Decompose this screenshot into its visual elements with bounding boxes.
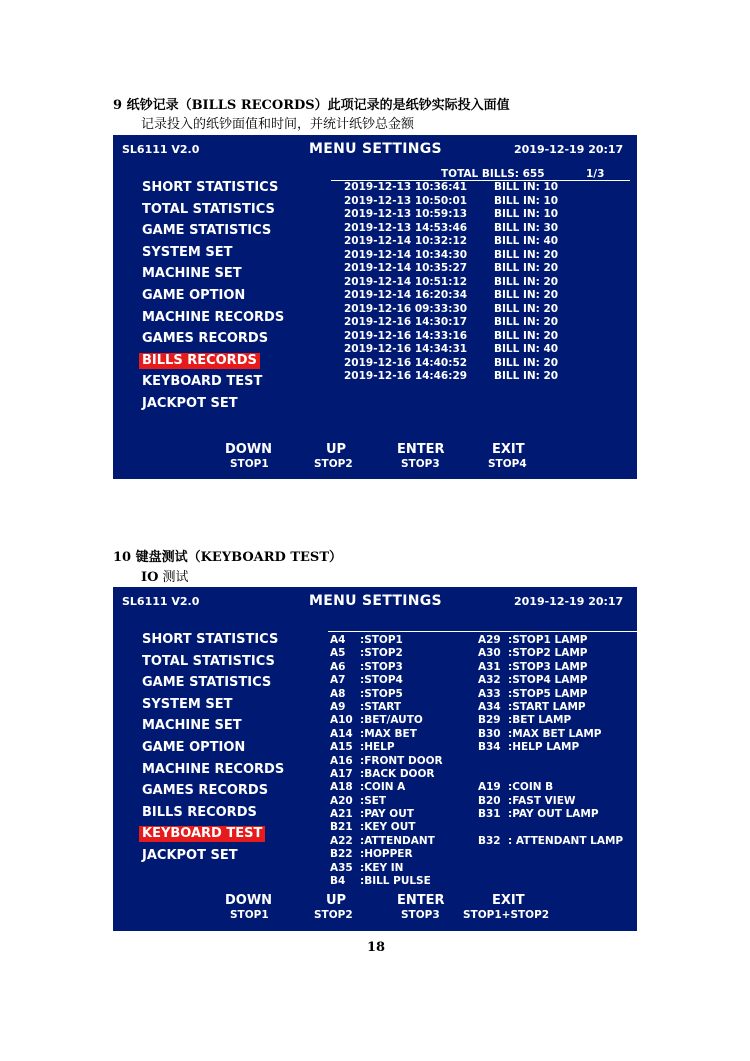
record-datetime: 2019-12-16 14:46:29: [344, 370, 468, 382]
io-function: :PAY OUT: [360, 808, 414, 821]
io-function: :SET: [360, 794, 387, 807]
io-function: :ATTENDANT: [360, 834, 435, 847]
io-code: A30: [478, 647, 501, 660]
screen-title: MENU SETTINGS: [309, 141, 442, 157]
io-row: [330, 835, 443, 848]
io-function: :STOP5 LAMP: [508, 687, 588, 700]
io-row: [330, 848, 443, 861]
io-code: A34: [478, 700, 501, 713]
io-row: [330, 768, 443, 781]
record-bill-value: BILL IN: 20: [494, 289, 559, 301]
menu-item-game-option[interactable]: GAME OPTION: [142, 288, 246, 303]
record-bill-value: BILL IN: 10: [494, 181, 559, 193]
menu-item-keyboard-test[interactable]: KEYBOARD TEST: [142, 374, 263, 390]
io-code: A35: [330, 861, 353, 874]
menu-item-machine-set[interactable]: MACHINE SET: [142, 718, 242, 734]
stop2-label: STOP2: [314, 909, 353, 921]
io-row: [330, 755, 443, 768]
io-row: [478, 728, 623, 741]
bill-record-row: [344, 235, 558, 249]
io-function: :STOP1 LAMP: [508, 634, 588, 646]
bill-record-row: [344, 370, 558, 384]
io-code: A9: [330, 700, 346, 713]
io-code: B22: [330, 848, 353, 861]
bill-record-row: [344, 262, 558, 276]
io-row: [478, 768, 623, 781]
io-row: [478, 821, 623, 834]
header-divider: [328, 631, 637, 632]
io-function: :KEY OUT: [360, 821, 416, 834]
key-exit-label: EXIT: [492, 893, 525, 908]
io-function: :STOP2 LAMP: [508, 647, 588, 660]
key-up-label: UP: [326, 893, 347, 908]
io-row: [478, 701, 623, 714]
io-code: B21: [330, 821, 353, 834]
io-code: B29: [478, 714, 501, 727]
io-code: A31: [478, 660, 501, 673]
record-datetime: 2019-12-16 14:34:31: [344, 343, 468, 355]
menu-item-games-records[interactable]: GAMES RECORDS: [142, 331, 269, 347]
io-function: :START: [360, 700, 402, 713]
stop3-label: STOP3: [401, 458, 440, 470]
io-code: B31: [478, 808, 501, 821]
bill-record-row: [344, 276, 558, 290]
menu-item-keyboard-test[interactable]: KEYBOARD TEST: [139, 826, 265, 842]
io-code: A7: [330, 674, 346, 687]
io-row: [330, 714, 443, 727]
io-row: [330, 795, 443, 808]
io-function: :STOP2: [360, 647, 403, 660]
menu-item-game-statistics[interactable]: GAME STATISTICS: [142, 675, 272, 691]
io-code: B34: [478, 741, 501, 754]
menu-item-jackpot-set[interactable]: JACKPOT SET: [142, 396, 238, 411]
record-datetime: 2019-12-14 10:35:27: [344, 262, 468, 274]
io-code: A10: [330, 714, 353, 727]
io-row: [330, 688, 443, 701]
bill-record-row: [344, 303, 558, 317]
io-code: A32: [478, 674, 501, 687]
io-code: A17: [330, 767, 353, 780]
page-indicator: 1/3: [586, 168, 605, 180]
record-datetime: 2019-12-13 14:53:46: [344, 221, 468, 234]
io-function: :HOPPER: [360, 848, 413, 861]
menu-item-jackpot-set[interactable]: JACKPOT SET: [142, 848, 238, 863]
stop1-stop2-label: STOP1+STOP2: [463, 909, 550, 921]
io-code: A16: [330, 754, 353, 767]
io-code: B32: [478, 834, 501, 847]
io-code: A5: [330, 647, 346, 660]
menu-item-system-set[interactable]: SYSTEM SET: [142, 244, 233, 260]
menu-item-short-statistics[interactable]: SHORT STATISTICS: [142, 180, 279, 195]
record-bill-value: BILL IN: 20: [494, 329, 559, 342]
io-row: [330, 862, 443, 875]
menu-item-bills-records[interactable]: BILLS RECORDS: [139, 353, 260, 369]
record-bill-value: BILL IN: 10: [494, 194, 559, 207]
menu-item-machine-records[interactable]: MACHINE RECORDS: [142, 309, 285, 325]
record-bill-value: BILL IN: 20: [494, 370, 559, 382]
key-enter-label: ENTER: [397, 893, 445, 908]
io-function: :STOP1: [360, 634, 403, 646]
io-row: [478, 835, 623, 848]
stop3-label: STOP3: [401, 909, 440, 921]
io-function: :KEY IN: [360, 861, 404, 874]
io-function: : ATTENDANT LAMP: [508, 834, 624, 847]
io-row: [478, 741, 623, 754]
record-bill-value: BILL IN: 20: [494, 356, 559, 369]
io-input-list: [330, 634, 443, 888]
io-code: A15: [330, 741, 353, 754]
model-version: SL6111 V2.0: [122, 595, 200, 608]
key-enter-label: ENTER: [397, 442, 445, 457]
io-row: [478, 647, 623, 660]
io-code: A20: [330, 794, 353, 807]
screen-datetime: 2019-12-19 20:17: [514, 595, 624, 608]
io-code: B20: [478, 794, 501, 807]
record-bill-value: BILL IN: 20: [494, 302, 559, 315]
stop2-label: STOP2: [314, 458, 353, 470]
io-function: :STOP5: [360, 687, 403, 700]
bill-record-row: [344, 181, 558, 195]
record-datetime: 2019-12-14 10:34:30: [344, 248, 468, 261]
io-function: :STOP3 LAMP: [508, 660, 588, 673]
io-row: [330, 875, 443, 888]
io-function: :STOP4 LAMP: [508, 674, 588, 687]
bill-record-row: [344, 222, 558, 236]
io-row: [330, 821, 443, 834]
io-lamp-list: [478, 634, 623, 848]
io-row: [330, 808, 443, 821]
record-bill-value: BILL IN: 20: [494, 316, 559, 328]
io-code: A22: [330, 834, 353, 847]
record-bill-value: BILL IN: 20: [494, 262, 559, 274]
stop1-label: STOP1: [230, 458, 269, 470]
io-function: :BILL PULSE: [360, 875, 431, 888]
record-datetime: 2019-12-14 16:20:34: [344, 289, 468, 301]
record-bill-value: BILL IN: 40: [494, 235, 559, 247]
record-datetime: 2019-12-13 10:50:01: [344, 194, 468, 207]
io-function: :BET/AUTO: [360, 714, 423, 727]
test-label: 测试: [158, 570, 189, 585]
bill-record-row: [344, 357, 558, 371]
io-row: [478, 781, 623, 794]
record-bill-value: BILL IN: 20: [494, 275, 559, 288]
bill-record-row: [344, 316, 558, 330]
io-row: [330, 634, 443, 647]
record-datetime: 2019-12-13 10:36:41: [344, 181, 468, 193]
io-function: :HELP: [360, 741, 395, 754]
io-function: :COIN B: [508, 781, 554, 794]
menu-item-bills-records[interactable]: BILLS RECORDS: [142, 804, 257, 820]
menu-item-total-statistics[interactable]: TOTAL STATISTICS: [142, 201, 275, 217]
record-datetime: 2019-12-16 14:30:17: [344, 316, 468, 328]
bill-records-list: [344, 181, 558, 384]
io-code: A8: [330, 687, 346, 700]
io-label: IO: [141, 570, 159, 585]
bill-record-row: [344, 343, 558, 357]
io-row: [330, 741, 443, 754]
record-datetime: 2019-12-16 14:40:52: [344, 356, 468, 369]
menu-item-machine-set[interactable]: MACHINE SET: [142, 266, 242, 282]
section-10-subline: [141, 566, 189, 585]
key-exit-label: EXIT: [492, 442, 525, 457]
io-function: :MAX BET: [360, 727, 417, 740]
total-bills: TOTAL BILLS: 655: [441, 168, 545, 180]
io-row: [478, 795, 623, 808]
menu-item-games-records[interactable]: GAMES RECORDS: [142, 783, 269, 799]
record-datetime: 2019-12-14 10:51:12: [344, 275, 468, 288]
record-datetime: 2019-12-14 10:32:12: [344, 235, 468, 247]
io-row: [478, 661, 623, 674]
key-up-label: UP: [326, 442, 347, 457]
io-row: [478, 634, 623, 647]
section-9-subline: 记录投入的纸钞面值和时间，并统计纸钞总金额: [141, 117, 415, 132]
screen-title: MENU SETTINGS: [309, 593, 442, 609]
bill-record-row: [344, 195, 558, 209]
screen-datetime: 2019-12-19 20:17: [514, 143, 624, 156]
io-code: B4: [330, 875, 346, 888]
record-bill-value: BILL IN: 20: [494, 248, 559, 261]
io-row: [478, 674, 623, 687]
io-function: :START LAMP: [508, 700, 586, 713]
io-code: B30: [478, 727, 501, 740]
record-datetime: 2019-12-13 10:59:13: [344, 208, 468, 220]
io-row: [330, 661, 443, 674]
key-down-label: DOWN: [225, 893, 273, 908]
io-code: A4: [330, 634, 346, 646]
model-version: SL6111 V2.0: [122, 143, 200, 156]
stop4-label: STOP4: [488, 458, 527, 470]
io-function: :FRONT DOOR: [360, 754, 443, 767]
bill-record-row: [344, 249, 558, 263]
io-code: A19: [478, 781, 501, 794]
page-number: 18: [367, 940, 386, 955]
io-row: [330, 781, 443, 794]
bill-record-row: [344, 330, 558, 344]
io-code: A29: [478, 634, 501, 646]
record-datetime: 2019-12-16 09:33:30: [344, 302, 468, 315]
section-9-heading: 9 纸钞记录（BILLS RECORDS）此项记录的是纸钞实际投入面值: [113, 98, 510, 113]
key-down-label: DOWN: [225, 442, 273, 457]
io-row: [330, 728, 443, 741]
io-code: A18: [330, 781, 353, 794]
menu-item-total-statistics[interactable]: TOTAL STATISTICS: [142, 653, 275, 669]
io-function: :PAY OUT LAMP: [508, 808, 599, 821]
io-row: [478, 714, 623, 727]
keyboard-test-screen: [113, 587, 637, 931]
menu-item-game-option[interactable]: GAME OPTION: [142, 740, 246, 755]
io-function: :MAX BET LAMP: [508, 727, 602, 740]
io-function: :BET LAMP: [508, 714, 572, 727]
section-10-heading: 10 键盘测试（KEYBOARD TEST）: [113, 550, 342, 565]
record-bill-value: BILL IN: 40: [494, 343, 559, 355]
stop1-label: STOP1: [230, 909, 269, 921]
io-row: [330, 647, 443, 660]
record-bill-value: BILL IN: 10: [494, 208, 559, 220]
io-function: :STOP4: [360, 674, 403, 687]
record-bill-value: BILL IN: 30: [494, 221, 559, 234]
io-code: A6: [330, 660, 346, 673]
io-function: :COIN A: [360, 781, 406, 794]
bills-records-screen: [113, 135, 637, 479]
menu-item-system-set[interactable]: SYSTEM SET: [142, 696, 233, 712]
menu-item-machine-records[interactable]: MACHINE RECORDS: [142, 761, 285, 777]
io-row: [330, 674, 443, 687]
io-row: [330, 701, 443, 714]
io-row: [478, 808, 623, 821]
io-code: A33: [478, 687, 501, 700]
io-code: A14: [330, 727, 353, 740]
io-function: :FAST VIEW: [508, 794, 576, 807]
menu-item-game-statistics[interactable]: GAME STATISTICS: [142, 223, 272, 239]
io-function: :HELP LAMP: [508, 741, 580, 754]
io-code: A21: [330, 808, 353, 821]
menu-item-short-statistics[interactable]: SHORT STATISTICS: [142, 632, 279, 647]
io-row: [478, 755, 623, 768]
io-function: :BACK DOOR: [360, 767, 435, 780]
io-function: :STOP3: [360, 660, 403, 673]
record-datetime: 2019-12-16 14:33:16: [344, 329, 468, 342]
bill-record-row: [344, 289, 558, 303]
io-row: [478, 688, 623, 701]
bill-record-row: [344, 208, 558, 222]
